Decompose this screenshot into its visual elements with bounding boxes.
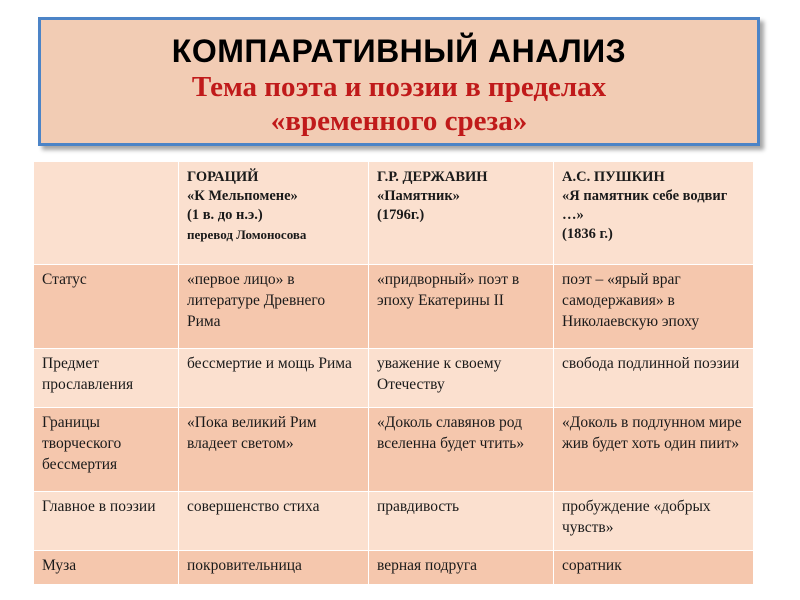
author-date: (1 в. до н.э.): [187, 207, 263, 223]
header-cell-derzhavin: [369, 162, 554, 265]
author-work: «Я памятник себе водвиг …»: [562, 188, 728, 223]
title-box: [38, 17, 760, 146]
table-row-muse: [34, 551, 754, 585]
author-date: (1836 г.): [562, 226, 613, 242]
table-cell: «придворный» поэт в эпоху Екатерины II: [369, 265, 554, 349]
table-cell: верная подруга: [369, 551, 554, 585]
author-work: «К Мельпомене»: [187, 188, 298, 204]
author-name: А.С. ПУШКИН: [562, 169, 665, 185]
table-cell: пробуждение «добрых чувств»: [554, 492, 754, 551]
header-cell-horace: [179, 162, 369, 265]
table-cell: свобода подлинной поэзии: [554, 349, 754, 408]
author-name: Г.Р. ДЕРЖАВИН: [377, 169, 488, 185]
table-row-status: [34, 265, 754, 349]
table-row-main-in-poetry: [34, 492, 754, 551]
header-cell-pushkin: [554, 162, 754, 265]
row-label: Главное в поэзии: [34, 492, 179, 551]
row-label: Предмет прославления: [34, 349, 179, 408]
author-name: ГОРАЦИЙ: [187, 169, 259, 185]
table-cell: «Доколь в подлунном мире жив будет хоть один пиит»: [554, 408, 754, 492]
row-label: Статус: [34, 265, 179, 349]
table-cell: поэт – «ярый враг самодержавия» в Николаевскую эпоху: [554, 265, 754, 349]
header-corner-cell: [34, 162, 179, 265]
table-cell: правдивость: [369, 492, 554, 551]
title-main: КОМПАРАТИВНЫЙ АНАЛИЗ: [171, 33, 627, 69]
table-cell: совершенство стиха: [179, 492, 369, 551]
row-label: Границы творческого бессмертия: [34, 408, 179, 492]
author-note: перевод Ломоносова: [187, 227, 307, 242]
table-row-immortality: [34, 408, 754, 492]
comparison-table: [33, 161, 754, 585]
table-cell: соратник: [554, 551, 754, 585]
title-subtitle-line-1: Тема поэта и поэзии в пределах: [191, 71, 607, 103]
table-row-subject: [34, 349, 754, 408]
row-label: Муза: [34, 551, 179, 585]
table-cell: «Пока великий Рим владеет светом»: [179, 408, 369, 492]
table-cell: «Доколь славянов род вселенна будет чтить»: [369, 408, 554, 492]
table-cell: бессмертие и мощь Рима: [179, 349, 369, 408]
table-cell: покровительница: [179, 551, 369, 585]
title-subtitle-line-2: «временного среза»: [270, 105, 528, 137]
author-date: (1796г.): [377, 207, 425, 223]
table-cell: уважение к своему Отечеству: [369, 349, 554, 408]
table-cell: «первое лицо» в литературе Древнего Рима: [179, 265, 369, 349]
author-work: «Памятник»: [377, 188, 460, 204]
table-header-row: [34, 162, 754, 265]
